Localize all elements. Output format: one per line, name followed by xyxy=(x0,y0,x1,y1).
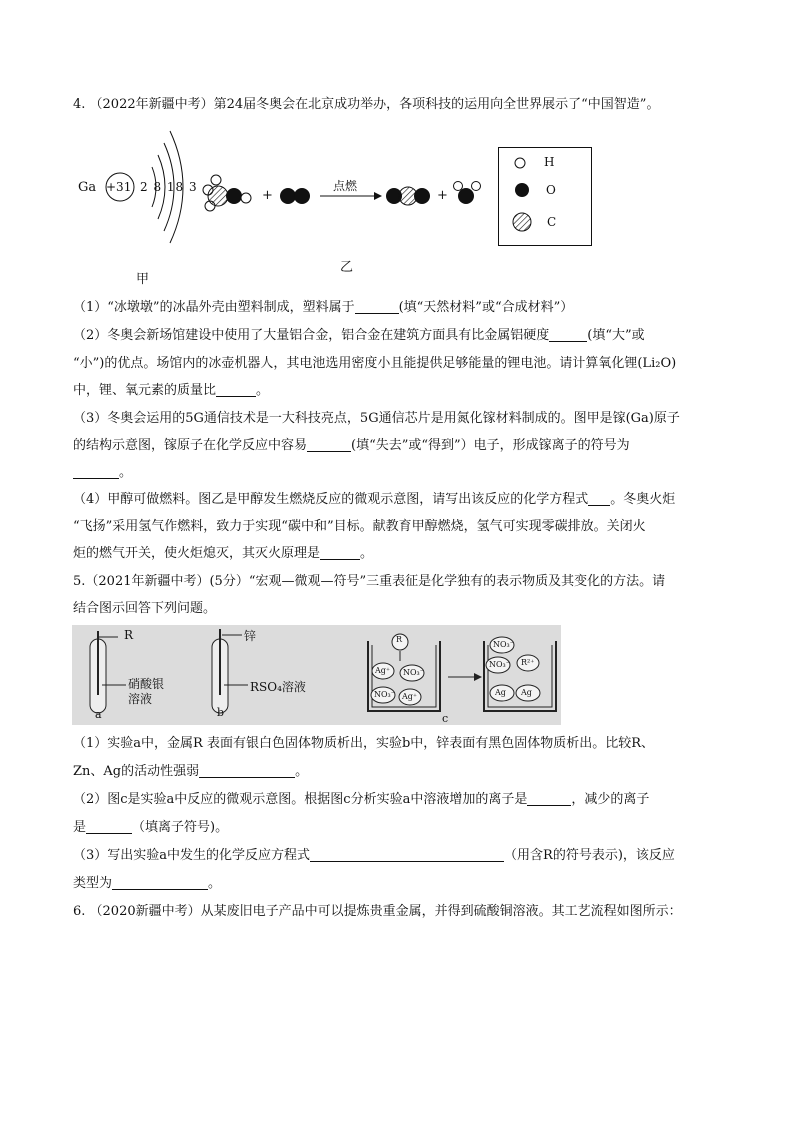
answer-blank[interactable] xyxy=(73,464,119,479)
label-jia: 甲 xyxy=(136,272,150,287)
label-zinc: 锌 xyxy=(244,629,257,643)
q4-p2-line3: 中，锂、氧元素的质量比 。 xyxy=(73,383,270,398)
answer-blank[interactable] xyxy=(86,819,132,834)
q5-p2-line1: （2）图c是实验a中反应的微观示意图。根据图c分析实验a中溶液增加的离子是 ，减少的离子 xyxy=(73,792,650,807)
legend-h: H xyxy=(544,155,555,169)
label-R: R xyxy=(124,628,134,642)
label-silver-nitrate: 硝酸银 溶液 xyxy=(128,677,165,706)
q5-p2-line2: 是 （填离子符号)。 xyxy=(73,820,229,835)
arrow-label: 点燃 xyxy=(333,179,358,193)
label-yi: 乙 xyxy=(340,260,354,275)
ga-nucleus-charge: +31 xyxy=(106,180,132,194)
ion-label: NO₃⁻ xyxy=(493,640,514,649)
q5-intro-line2: 结合图示回答下列问题。 xyxy=(73,601,217,616)
legend-symbols xyxy=(508,150,538,240)
q4-p1: （1）“冰墩墩”的冰晶外壳由塑料制成，塑料属于 (填“天然材料”或“合成材料”） xyxy=(73,300,574,315)
ion-label: Ag xyxy=(495,688,506,697)
q4-p4-line3: 炬的燃气开关，使火炬熄灭，其灭火原理是 。 xyxy=(73,546,374,561)
q6-intro: 6. （2020新疆中考）从某废旧电子产品中可以提炼贵重金属，并得到硫酸铜溶液。其工艺流程如图所示： xyxy=(73,904,682,919)
ga-shell-electrons: 2 8 18 3 xyxy=(140,180,198,194)
q4-p3-line2: 的结构示意图，镓原子在化学反应中容易 (填“失去”或“得到”）电子，形成镓离子的符号为 xyxy=(73,438,630,453)
ion-label: NO₃⁻ xyxy=(403,668,424,677)
answer-blank[interactable] xyxy=(310,847,504,862)
ion-label: Ag⁺ xyxy=(375,666,391,675)
q4-p3-line1: （3）冬奥会运用的5G通信技术是一大科技亮点，5G通信芯片是用氮化镓材料制成的。图甲是镓(Ga)原子 xyxy=(73,411,680,426)
ga-symbol: Ga xyxy=(78,180,97,195)
legend-o: O xyxy=(546,183,556,197)
answer-blank[interactable] xyxy=(199,763,295,778)
q5-p1-line2: Zn、Ag的活动性强弱 。 xyxy=(73,764,309,779)
answer-blank[interactable] xyxy=(112,875,208,890)
answer-blank[interactable] xyxy=(527,791,571,806)
ion-label: R xyxy=(396,635,403,644)
legend-c: C xyxy=(547,215,557,229)
experiment-drawing xyxy=(72,625,561,725)
q4-p4-line1: （4）甲醇可做燃料。图乙是甲醇发生燃烧反应的微观示意图，请写出该反应的化学方程式 。冬奥火炬 xyxy=(73,492,676,507)
answer-blank[interactable] xyxy=(355,299,399,314)
q5-p1-line1: （1）实验a中，金属R 表面有银白色固体物质析出，实验b中，锌表面有黑色固体物质析出。比较R、 xyxy=(73,736,655,751)
answer-blank[interactable] xyxy=(549,327,587,342)
q4-p4-line2: “飞扬”采用氢气作燃料，致力于实现“碳中和”目标。献教育甲醇燃烧，氢气可实现零碳排放。关闭火 xyxy=(73,519,646,534)
label-rso4: RSO₄溶液 xyxy=(250,680,306,694)
ion-label: NO₃⁻ xyxy=(374,690,395,699)
answer-blank[interactable] xyxy=(216,382,256,397)
plus-sign: + xyxy=(437,188,448,203)
answer-blank[interactable] xyxy=(320,545,360,560)
ion-label: R²⁺ xyxy=(521,658,535,667)
q5-p3-line2: 类型为 。 xyxy=(73,876,222,891)
label-c: c xyxy=(442,712,449,725)
q5-intro-line1: 5.（2021年新疆中考）(5分）“宏观—微观—符号”三重表征是化学独有的表示物质及其变化的方法。请 xyxy=(73,574,666,589)
ion-label: Ag xyxy=(521,688,532,697)
q5-p3-line1: （3）写出实验a中发生的化学反应方程式 （用含R的符号表示)，该反应 xyxy=(73,848,675,863)
answer-blank[interactable] xyxy=(307,437,351,452)
label-b: b xyxy=(217,706,225,719)
label-a: a xyxy=(95,708,102,721)
q4-p3-line3: 。 xyxy=(73,464,132,482)
q4-p2-line2: “小”)的优点。场馆内的冰壶机器人，其电池选用密度小且能提供足够能量的锂电池。请计算氧化锂(Li₂O) xyxy=(73,356,677,371)
ion-label: NO₃⁻ xyxy=(489,660,510,669)
q4-p2-line1: （2）冬奥会新场馆建设中使用了大量铝合金，铝合金在建筑方面具有比金属铝硬度 (填“大”或 xyxy=(73,328,645,343)
plus-sign: + xyxy=(262,188,273,203)
ion-label: Ag⁺ xyxy=(402,692,418,701)
answer-blank[interactable] xyxy=(588,491,610,506)
q4-intro: 4. （2022年新疆中考）第24届冬奥会在北京成功举办，各项科技的运用向全世界展示了“中国智造”。 xyxy=(73,97,660,112)
